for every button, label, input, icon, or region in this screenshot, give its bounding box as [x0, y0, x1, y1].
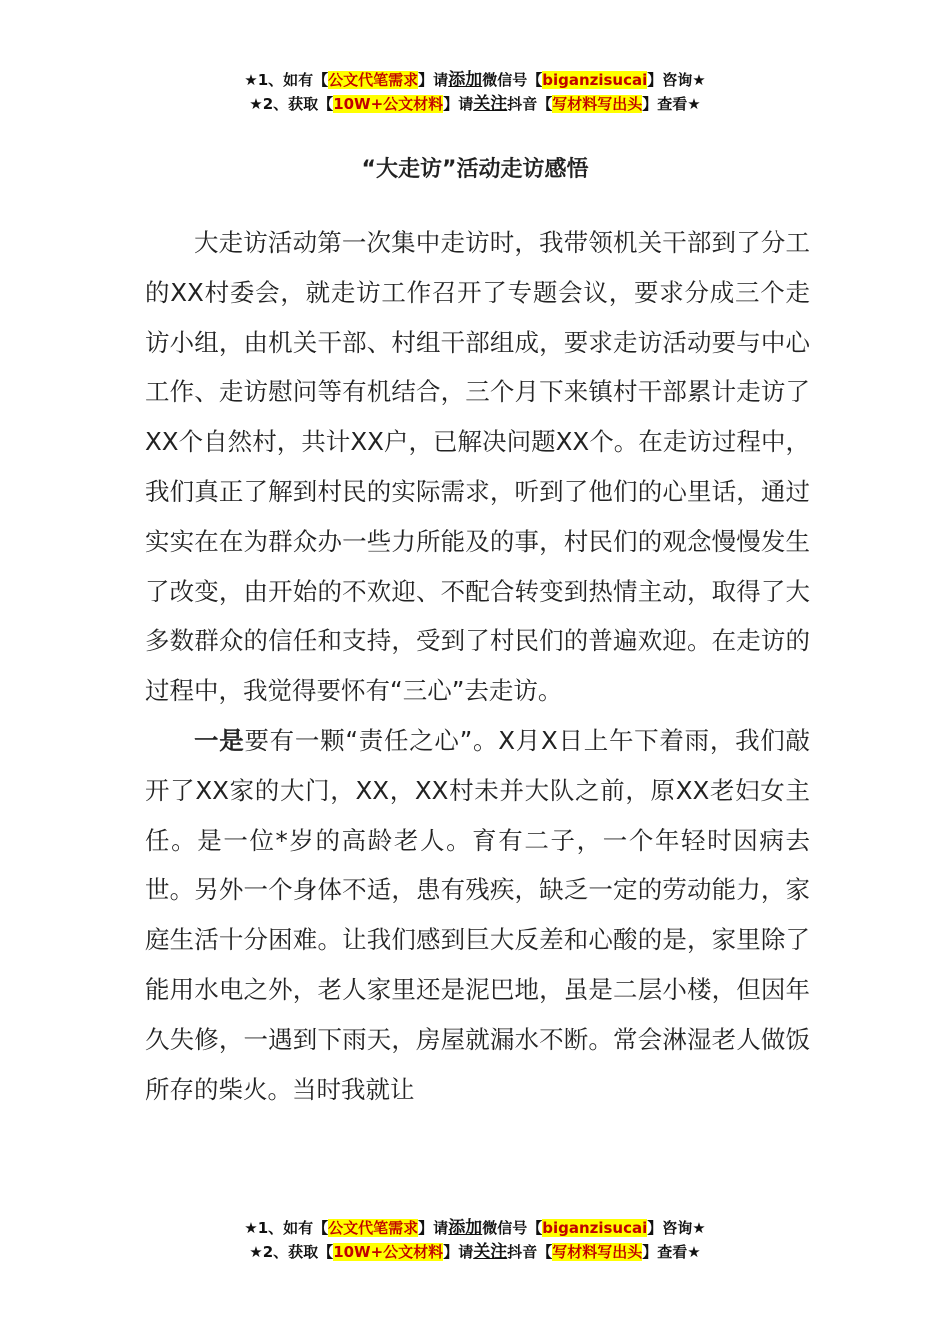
banner-text: ★2、获取【 [249, 1243, 334, 1261]
banner-line-2 [0, 92, 950, 116]
banner-emphasis: 关注 [473, 1242, 508, 1262]
banner-emphasis: 关注 [473, 94, 508, 114]
paragraph-2-lead: 一是 [194, 725, 245, 755]
banner-emphasis: 添加 [448, 70, 483, 90]
banner-text: 微信号【 [482, 1219, 543, 1237]
banner-text: 】查看★ [642, 95, 701, 113]
banner-highlight-materials: 10W+公文材料 [333, 95, 444, 113]
banner-highlight-wechat-id: biganzisucai [542, 71, 648, 89]
footer-banner-line-2 [0, 1240, 950, 1264]
paragraph-2 [145, 716, 810, 1114]
banner-text: 】咨询★ [647, 71, 706, 89]
banner-text: 】咨询★ [647, 1219, 706, 1237]
banner-highlight-wechat-id: biganzisucai [542, 1219, 648, 1237]
paragraph-1: 大走访活动第一次集中走访时，我带领机关干部到了分工的XX村委会，就走访工作召开了专题会议，要求分成三个走访小组，由机关干部、村组干部组成，要求走访活动要与中心工作、走访慰问等有机结合，三个月下来镇村干部累计走访了XX个自然村，共计XX户，已解决问题XX个。在走访过程中，我们真正了解到村民的实际需求，听到了他们的心里话，通过实实在在为群众办一些力所能及的事，村民们的观念慢慢发生了改变，由开始的不欢迎、不配合转变到热情主动，取得了大多数群众的信任和支持，受到了村民们的普遍欢迎。在走访的过程中，我觉得要怀有“三心”去走访。 [145, 228, 810, 706]
banner-text: 抖音【 [507, 1243, 553, 1261]
banner-text: 抖音【 [507, 95, 553, 113]
banner-text: 】查看★ [642, 1243, 701, 1261]
document-title: “大走访”活动走访感悟 [361, 157, 589, 182]
banner-line-1 [0, 68, 950, 92]
banner-text: 】请 [443, 1243, 474, 1261]
footer-banner [0, 1216, 950, 1264]
banner-text: 微信号【 [482, 71, 543, 89]
paragraph-2-text: 要有一颗“责任之心”。X月X日上午下着雨，我们敲开了XX家的大门，XX，XX村未并大队之前，原XX老妇女主任。是一位*岁的高龄老人。育有二子，一个年轻时因病去世。另外一个身体不适，患有残疾，缺乏一定的劳动能力，家庭生活十分困难。让我们感到巨大反差和心酸的是，家里除了能用水电之外，老人家里还是泥巴地，虽是二层小楼，但因年久失修，一遇到下雨天，房屋就漏水不断。常会淋湿老人做饭所存的柴火。当时我就让 [145, 725, 811, 1104]
header-banner [0, 68, 950, 116]
banner-text: 】请 [418, 71, 449, 89]
document-body [145, 218, 810, 1114]
banner-text: 】请 [443, 95, 474, 113]
banner-text: ★1、如有【 [244, 71, 329, 89]
banner-highlight-douyin-id: 写材料写出头 [552, 1243, 643, 1261]
banner-text: ★2、获取【 [249, 95, 334, 113]
banner-highlight-materials: 10W+公文材料 [333, 1243, 444, 1261]
banner-text: ★1、如有【 [244, 1219, 329, 1237]
banner-highlight-douyin-id: 写材料写出头 [552, 95, 643, 113]
footer-banner-line-1 [0, 1216, 950, 1240]
banner-emphasis: 添加 [448, 1218, 483, 1238]
banner-text: 】请 [418, 1219, 449, 1237]
banner-highlight-service: 公文代笔需求 [328, 1219, 419, 1237]
banner-highlight-service: 公文代笔需求 [328, 71, 419, 89]
